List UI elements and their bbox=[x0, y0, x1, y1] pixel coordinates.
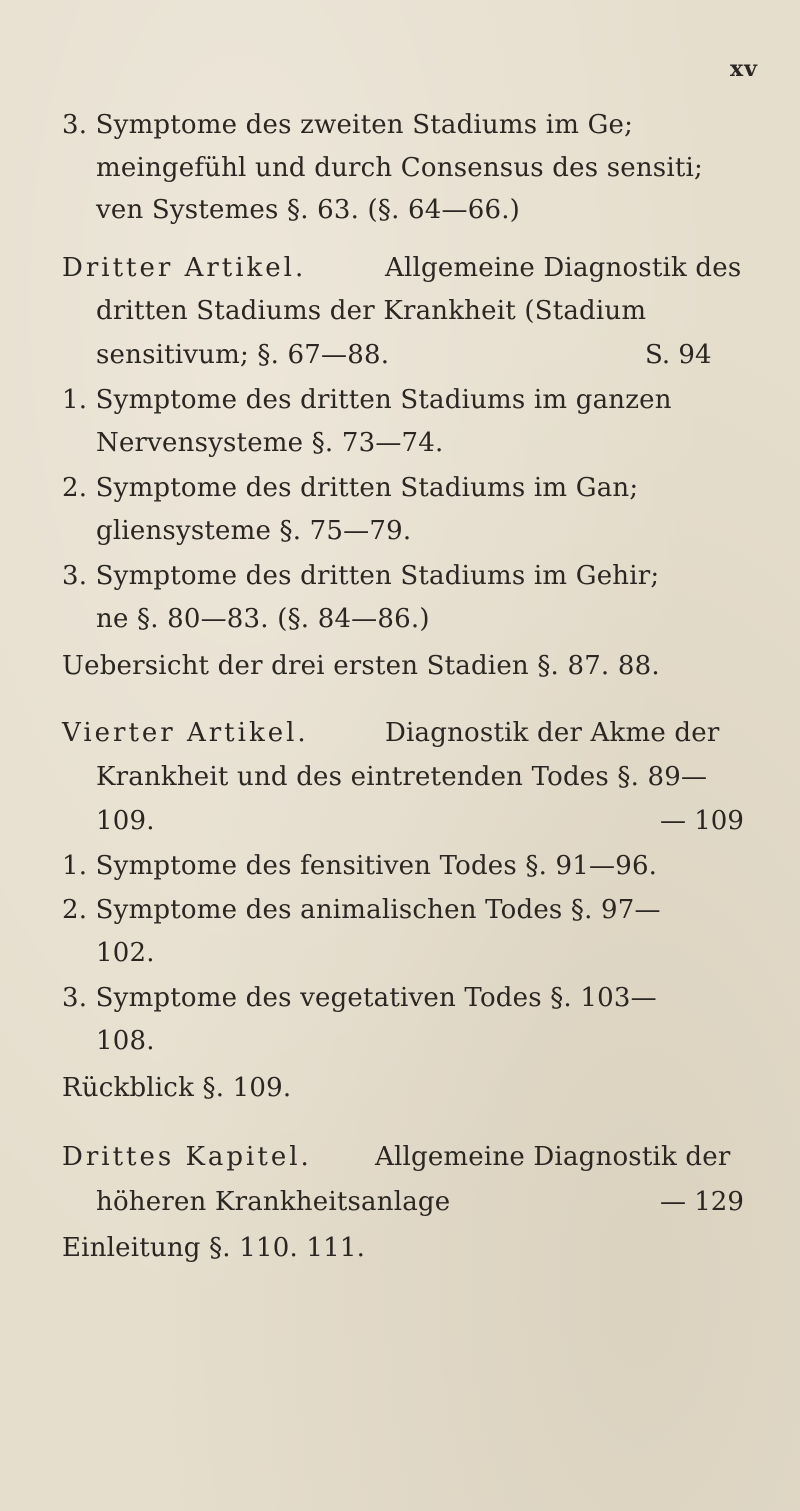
toc-line: sensitivum; §. 67—88. bbox=[96, 340, 390, 370]
toc-line: 2. Symptome des animalischen Todes §. 97— bbox=[62, 895, 661, 925]
toc-line: 2. Symptome des dritten Stadiums im Gan; bbox=[62, 473, 639, 503]
toc-line: 102. bbox=[96, 938, 155, 968]
article-heading-title: Diagnostik der Akme der bbox=[385, 718, 720, 748]
toc-line: 109. bbox=[96, 806, 155, 836]
chapter-heading: Drittes Kapitel. bbox=[62, 1142, 312, 1172]
toc-line: Rückblick §. 109. bbox=[62, 1073, 292, 1103]
toc-line: Krankheit und des eintretenden Todes §. 89— bbox=[96, 762, 708, 792]
page-reference: — 109 bbox=[660, 806, 744, 836]
toc-line: gliensysteme §. 75—79. bbox=[96, 516, 412, 546]
toc-line: Nervensysteme §. 73—74. bbox=[96, 428, 444, 458]
toc-line: 108. bbox=[96, 1026, 155, 1056]
toc-line: meingefühl und durch Consensus des sensiti; bbox=[96, 153, 703, 183]
toc-line: 3. Symptome des dritten Stadiums im Gehir; bbox=[62, 561, 660, 591]
article-heading-title: Allgemeine Diagnostik des bbox=[385, 253, 742, 283]
toc-line: 1. Symptome des fensitiven Todes §. 91—96. bbox=[62, 851, 658, 881]
toc-line: höheren Krankheitsanlage bbox=[96, 1187, 451, 1217]
toc-line: dritten Stadiums der Krankheit (Stadium bbox=[96, 296, 647, 326]
chapter-heading-title: Allgemeine Diagnostik der bbox=[375, 1142, 731, 1172]
toc-line: Uebersicht der drei ersten Stadien §. 87. 88. bbox=[62, 651, 660, 681]
toc-line: 3. Symptome des zweiten Stadiums im Ge; bbox=[62, 110, 634, 140]
article-heading: Dritter Artikel. bbox=[62, 253, 307, 283]
toc-line: ven Systemes §. 63. (§. 64—66.) bbox=[96, 195, 521, 225]
toc-line: Einleitung §. 110. 111. bbox=[62, 1233, 366, 1263]
toc-line: ne §. 80—83. (§. 84—86.) bbox=[96, 604, 430, 634]
toc-line: 1. Symptome des dritten Stadiums im ganzen bbox=[62, 385, 672, 415]
article-heading: Vierter Artikel. bbox=[62, 718, 309, 748]
toc-line: 3. Symptome des vegetativen Todes §. 103— bbox=[62, 983, 657, 1013]
page-reference: S. 94 bbox=[645, 340, 712, 370]
page-header-numeral: xv bbox=[730, 56, 758, 82]
page-reference: — 129 bbox=[660, 1187, 744, 1217]
